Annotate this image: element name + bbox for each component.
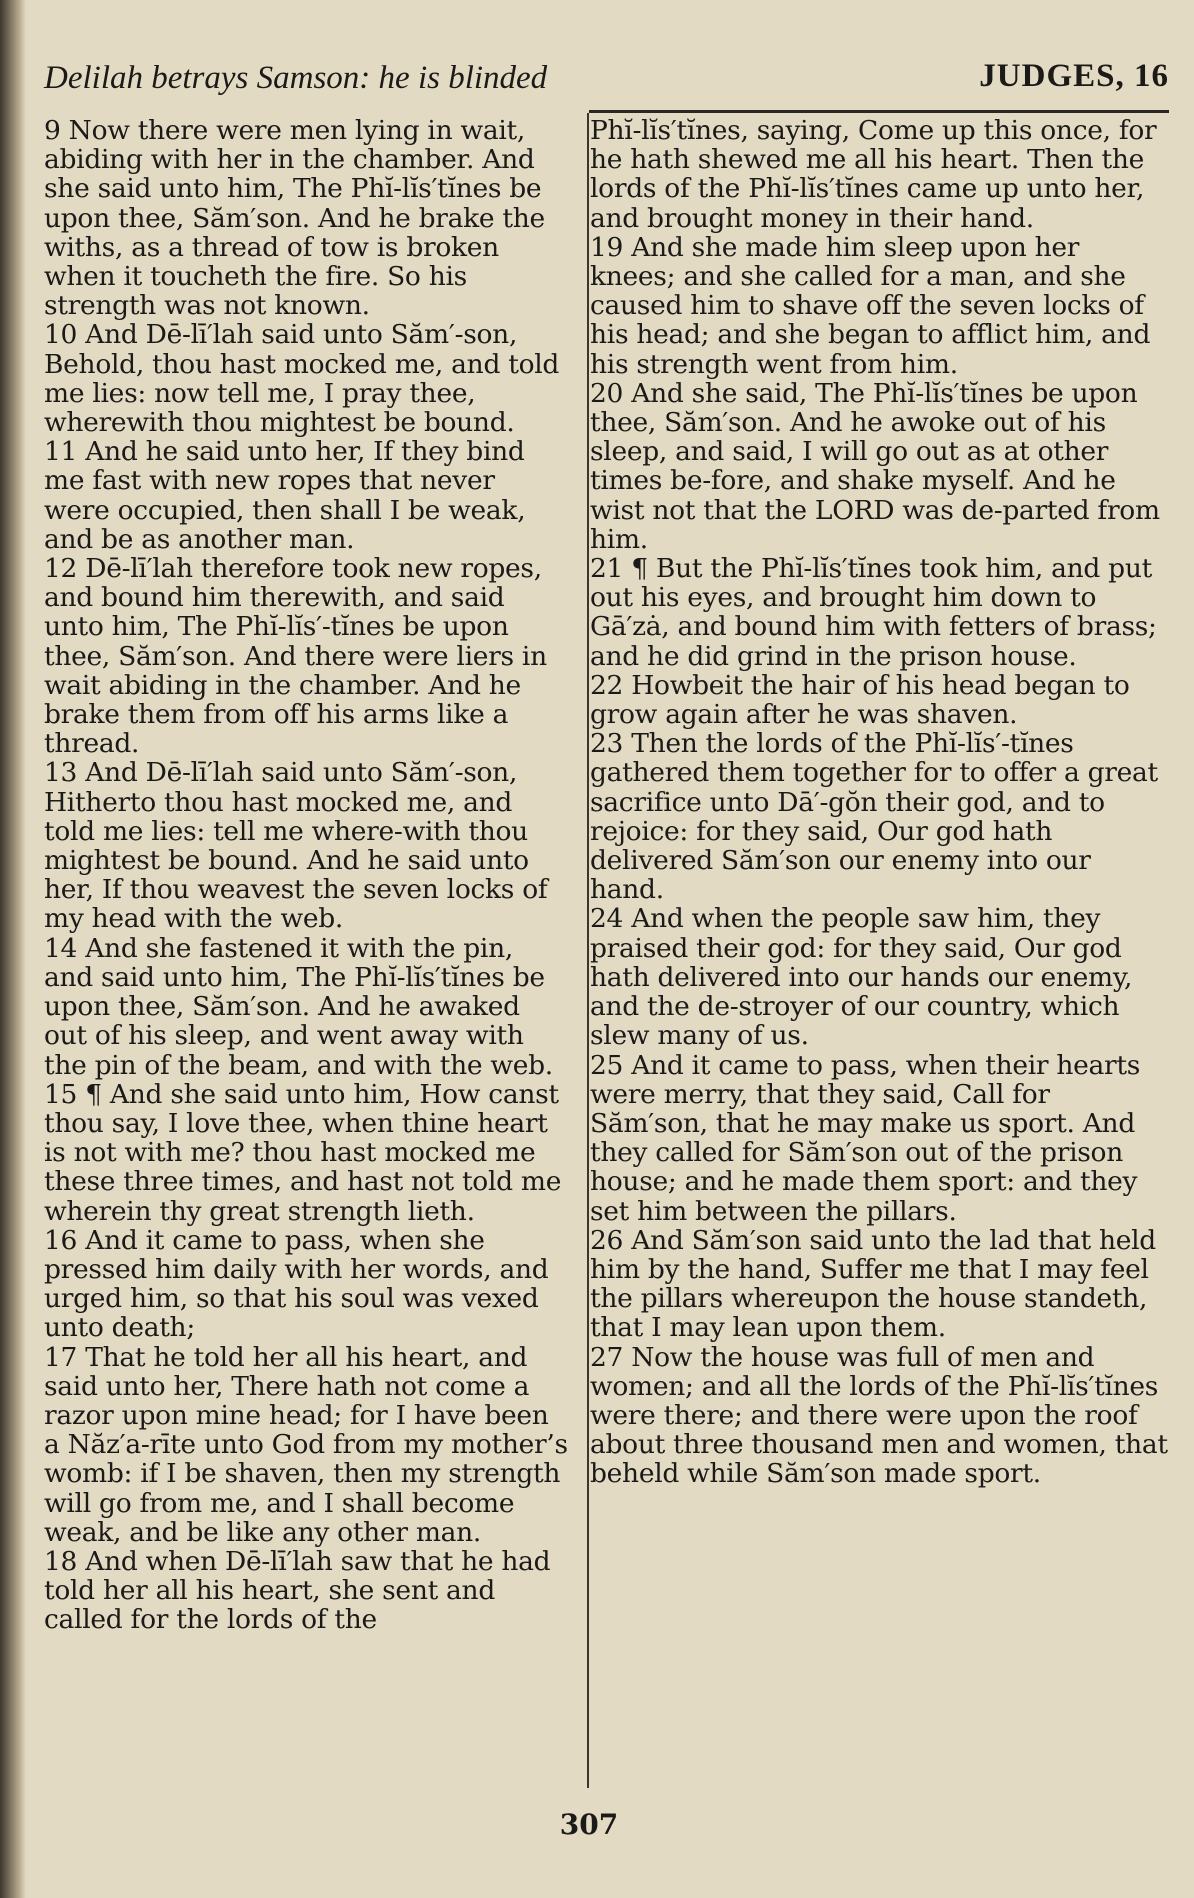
verse-12: 12 Dē-lī′lah therefore took new ropes, and bound him therewith, and said unto him, The Phĭ-lĭs′-tĭnes be upon thee, Săm′son. And there were liers in wait abiding in the chamber. And he brake them from off his arms like a thread. — [44, 553, 547, 760]
bible-page — [44, 0, 1169, 1898]
page-binding-shadow — [0, 0, 26, 1898]
verse-21: 21 ¶ But the Phĭ-lĭs′tĭnes took him, and put out his eyes, and brought him down to Gā′zȧ, and bound him with fetters of brass; and he did grind in the prison house. — [590, 553, 1157, 672]
verse-23: 23 Then the lords of the Phĭ-lĭs′-tĭnes gathered them together for to offer a great sacrifice unto Dā′-gŏn their god, and to rejoice: for they said, Our god hath delivered Săm′son our enemy into our hand. — [590, 728, 1158, 906]
verse-26: 26 And Săm′son said unto the lad that held him by the hand, Suffer me that I may feel the pillars whereupon the house standeth, that I may lean upon them. — [590, 1224, 1156, 1344]
verse-11: 11 And he said unto her, If they bind me fast with new ropes that never were occupied, then shall I be weak, and be as another man. — [44, 436, 526, 555]
verse-22: 22 Howbeit the hair of his head began to grow again after he was shaven. — [590, 669, 1130, 731]
verse-27: 27 Now the house was full of men and women; and all the lords of the Phĭ-lĭs′tĭnes were there; and there were upon the roof about three thousand men and women, that beheld while Săm′son made sport. — [590, 1341, 1168, 1490]
verse-14: 14 And she fastened it with the pin, and said unto him, The Phĭ-lĭs′tĭnes be upon thee, Săm′son. And he awaked out of his sleep, and went away with the pin of the beam, and with the web. — [44, 932, 553, 1081]
verse-24: 24 And when the people saw him, they praised their god: for they said, Our god hath delivered into our hands our enemy, and the de-stroyer of our country, which slew many of us. — [590, 903, 1133, 1052]
verse-18: 18 And when Dē-lī′lah saw that he had told her all his heart, she sent and called for the lords of the — [44, 1545, 551, 1636]
right-column — [590, 116, 1169, 1489]
verse-15: 15 ¶ And she said unto him, How canst thou say, I love thee, when thine heart is not with me? thou hast mocked me these three times, and hast not told me wherein thy great strength lieth. — [44, 1078, 562, 1227]
left-column — [44, 116, 568, 1635]
verse-19: 19 And she made him sleep upon her knees; and she called for a man, and she caused him to shave off the seven locks of his head; and she began to afflict him, and his strength went from him. — [590, 231, 1151, 380]
verse-25: 25 And it came to pass, when their hearts were merry, that they said, Call for Săm′son, that he may make us sport. And they called for Săm′son out of the prison house; and he made them sport: and they set him between the pillars. — [590, 1049, 1141, 1227]
verse-18-continued: Phĭ-lĭs′tĭnes, saying, Come up this once, for he hath shewed me all his heart. Then the lords of the Phĭ-lĭs′tĭnes came up unto her, and brought money in their hand. — [590, 115, 1157, 234]
page-number: 307 — [559, 1808, 619, 1841]
running-header-title: Delilah betrays Samson: he is blinded — [44, 60, 548, 96]
verse-17: 17 That he told her all his heart, and said unto her, There hath not come a razor upon mine head; for I have been a Năz′a-rīte unto God from my mother’s womb: if I be shaven, then my strength will go from me, and I shall become weak, and be like any other man. — [44, 1341, 568, 1548]
header-rule — [589, 110, 1169, 113]
verse-9: 9 Now there were men lying in wait, abiding with her in the chamber. And she said unto him, The Phĭ-lĭs′tĭnes be upon thee, Săm′son. And he brake the withs, as a thread of tow is broken when it toucheth the fire. So his strength was not known. — [44, 115, 545, 322]
verse-16: 16 And it came to pass, when she pressed him daily with her words, and urged him, so that his soul was vexed unto death; — [44, 1224, 549, 1344]
verse-10: 10 And Dē-lī′lah said unto Săm′-son, Behold, thou hast mocked me, and told me lies: now tell me, I pray thee, wherewith thou mightest be bound. — [44, 319, 560, 439]
verse-20: 20 And she said, The Phĭ-lĭs′tĭnes be upon thee, Săm′son. And he awoke out of his sleep, and said, I will go out as at other times be-fore, and shake myself. And he wist not that the LORD was de-parted from him. — [590, 377, 1160, 555]
column-divider — [587, 113, 589, 1788]
running-header-book-chapter: JUDGES, 16 — [979, 58, 1169, 94]
verse-13: 13 And Dē-lī′lah said unto Săm′-son, Hitherto thou hast mocked me, and told me lies: tell me where-with thou mightest be bound. And he said unto her, If thou weavest the seven locks of my head with the web. — [44, 757, 548, 935]
